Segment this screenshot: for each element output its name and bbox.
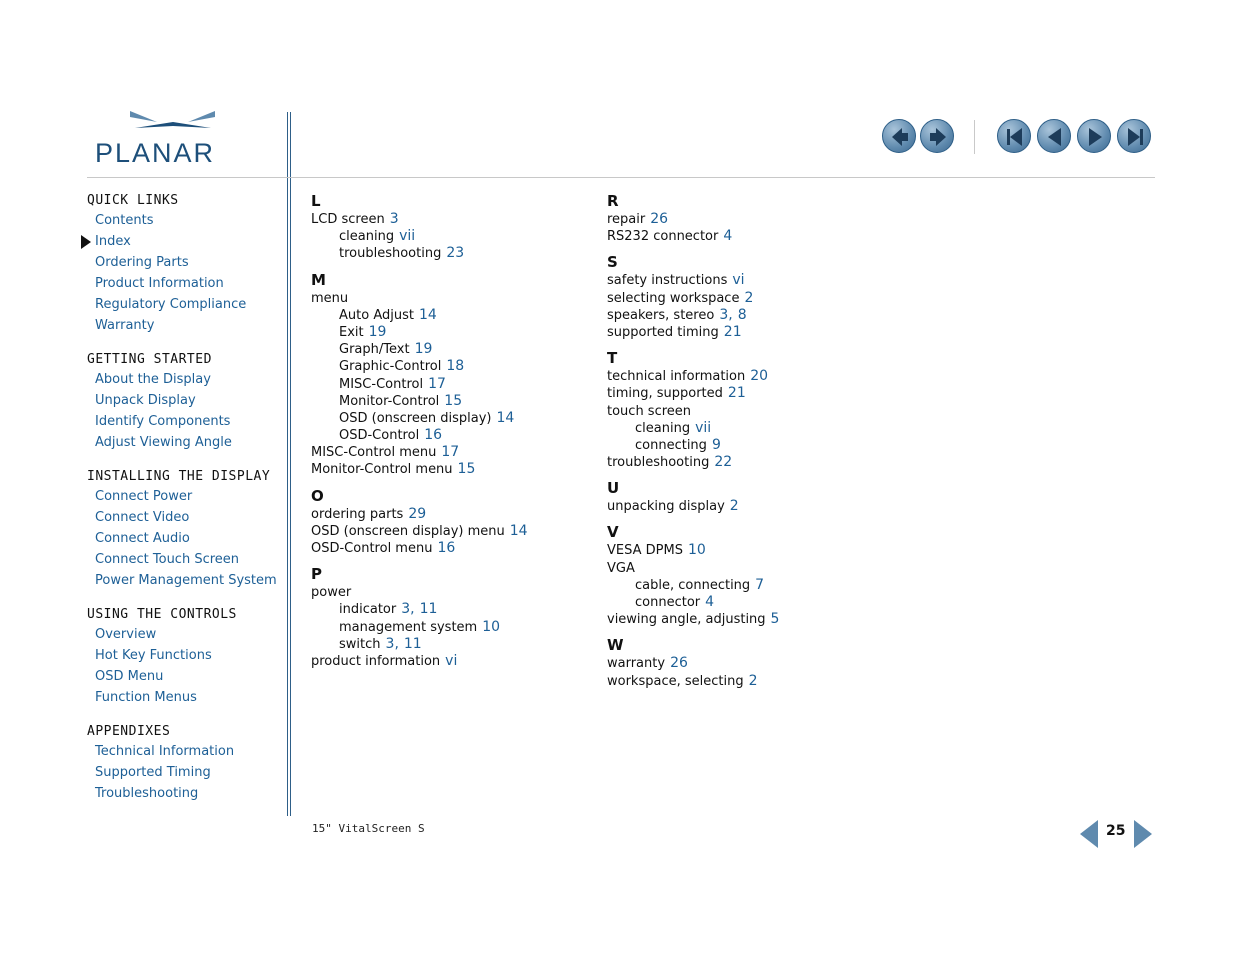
page-back-arrow-icon[interactable] bbox=[1080, 820, 1098, 848]
sidebar-link[interactable]: Connect Power bbox=[95, 489, 193, 504]
sidebar-section bbox=[87, 467, 282, 591]
index-term: selecting workspace bbox=[607, 290, 740, 306]
page-link[interactable]: 3 bbox=[389, 211, 399, 227]
index-term: troubleshooting bbox=[339, 246, 442, 262]
previous-page-icon bbox=[1038, 120, 1072, 154]
page-link[interactable]: 5 bbox=[770, 611, 780, 628]
index-letter-heading: S bbox=[607, 253, 618, 272]
page-link[interactable]: 15 bbox=[444, 392, 463, 409]
page-link[interactable]: 16 bbox=[437, 540, 456, 556]
next-page-button[interactable] bbox=[1077, 119, 1111, 153]
index-entry bbox=[607, 594, 779, 611]
page-link[interactable]: 9 bbox=[711, 436, 721, 453]
index-entry bbox=[311, 290, 528, 307]
index-term: unpacking display bbox=[607, 499, 725, 515]
index-term: cable, connecting bbox=[635, 577, 751, 593]
index-entry bbox=[607, 403, 779, 420]
index-term: VESA DPMS bbox=[607, 543, 683, 559]
sidebar-section-title: INSTALLING THE DISPLAY bbox=[87, 469, 271, 484]
page-link[interactable]: vi bbox=[732, 272, 745, 289]
planar-logo-mark bbox=[95, 108, 250, 138]
page-link[interactable]: 29 bbox=[408, 505, 427, 522]
index-entry bbox=[607, 324, 779, 341]
sidebar-section bbox=[87, 350, 282, 453]
index-term: RS232 connector bbox=[607, 229, 719, 245]
sidebar-link[interactable]: Index bbox=[87, 231, 282, 252]
next-page-icon bbox=[1078, 120, 1112, 154]
page-link[interactable]: 10 bbox=[482, 618, 501, 635]
index-column-left bbox=[311, 191, 528, 670]
sidebar-link[interactable]: Warranty bbox=[95, 318, 155, 333]
index-entry bbox=[607, 290, 779, 307]
page-link[interactable]: 3 bbox=[385, 635, 395, 652]
index-term: management system bbox=[339, 619, 478, 635]
index-term: OSD-Control bbox=[339, 428, 420, 444]
sidebar-link[interactable]: Adjust Viewing Angle bbox=[95, 435, 232, 450]
index-letter-heading: M bbox=[311, 270, 326, 289]
index-term: menu bbox=[311, 290, 349, 306]
index-term: Exit bbox=[339, 324, 364, 340]
sidebar-section-title: USING THE CONTROLS bbox=[87, 607, 237, 622]
sidebar-link[interactable]: Identify Components bbox=[95, 414, 231, 429]
sidebar-link[interactable]: Technical Information bbox=[95, 744, 235, 759]
page-number: 25 bbox=[1106, 823, 1126, 839]
page-link[interactable]: 26 bbox=[670, 655, 688, 672]
sidebar-link[interactable]: Connect Touch Screen bbox=[95, 552, 240, 567]
page-link[interactable]: 8 bbox=[737, 306, 747, 323]
arrow-right-icon bbox=[921, 120, 955, 154]
index-term: OSD-Control menu bbox=[311, 541, 433, 556]
sidebar-section bbox=[87, 191, 282, 336]
index-letter-heading: W bbox=[607, 636, 624, 655]
index-entry bbox=[607, 454, 779, 471]
sidebar-divider bbox=[287, 112, 288, 816]
page-link[interactable]: 15 bbox=[457, 461, 476, 478]
index-entry bbox=[311, 427, 528, 444]
index-term: OSD (onscreen display) menu bbox=[311, 523, 505, 539]
last-page-icon bbox=[1118, 120, 1152, 154]
index-entry bbox=[311, 444, 528, 461]
sidebar bbox=[87, 191, 282, 818]
index-entry bbox=[311, 341, 528, 358]
first-page-icon bbox=[998, 120, 1032, 154]
previous-page-button[interactable] bbox=[1037, 119, 1071, 153]
index-entry bbox=[607, 560, 779, 577]
page-separator: , bbox=[728, 306, 733, 323]
header-divider bbox=[87, 177, 1155, 178]
index-entry bbox=[607, 577, 779, 594]
page-link[interactable]: 11 bbox=[403, 635, 422, 652]
index-letter-heading: T bbox=[607, 349, 618, 368]
page-link[interactable]: 19 bbox=[368, 323, 387, 340]
page-link[interactable]: vi bbox=[445, 652, 458, 669]
nav-separator bbox=[974, 120, 975, 154]
page-link[interactable]: 2 bbox=[748, 672, 758, 689]
page-link[interactable]: 22 bbox=[714, 454, 733, 471]
sidebar-link[interactable]: Overview bbox=[95, 627, 157, 642]
index-entry bbox=[311, 619, 528, 636]
sidebar-link[interactable]: About the Display bbox=[95, 372, 211, 387]
page-link[interactable]: 7 bbox=[755, 576, 765, 593]
index-entry bbox=[607, 307, 779, 324]
index-term: ordering parts bbox=[311, 506, 404, 522]
index-term: product information bbox=[311, 653, 441, 669]
index-entry bbox=[607, 211, 779, 228]
page-link[interactable]: vii bbox=[399, 228, 416, 245]
index-term: Graphic-Control bbox=[339, 359, 442, 375]
index-term: OSD (onscreen display) bbox=[339, 410, 492, 426]
index-term: warranty bbox=[607, 656, 666, 672]
index-term: cleaning bbox=[635, 420, 691, 436]
sidebar-link[interactable]: OSD Menu bbox=[95, 669, 164, 684]
history-forward-button[interactable] bbox=[920, 119, 954, 153]
index-term: supported timing bbox=[607, 324, 719, 340]
sidebar-link[interactable]: Supported Timing bbox=[95, 765, 211, 780]
index-term: switch bbox=[339, 636, 381, 652]
page-link[interactable]: 21 bbox=[723, 323, 742, 340]
sidebar-link[interactable]: Power Management System bbox=[95, 573, 277, 588]
page-separator: , bbox=[410, 601, 415, 618]
index-term: Monitor-Control bbox=[339, 393, 440, 409]
sidebar-section-title: QUICK LINKS bbox=[87, 193, 179, 208]
page-link[interactable]: 17 bbox=[441, 444, 460, 461]
history-back-button[interactable] bbox=[882, 119, 916, 153]
sidebar-link[interactable]: Unpack Display bbox=[95, 393, 196, 408]
index-term: indicator bbox=[339, 602, 397, 618]
index-letter-heading: R bbox=[607, 192, 619, 210]
index-entry bbox=[311, 245, 528, 262]
index-entry bbox=[607, 420, 779, 437]
index-entry bbox=[311, 461, 528, 478]
index-term: Graph/Text bbox=[339, 342, 410, 358]
first-page-button[interactable] bbox=[997, 119, 1031, 153]
page-link[interactable]: 2 bbox=[729, 498, 739, 515]
index-term: MISC-Control bbox=[339, 376, 424, 392]
sidebar-section bbox=[87, 605, 282, 708]
index-entry bbox=[311, 228, 528, 245]
index-entry bbox=[311, 358, 528, 375]
index-letter-heading: P bbox=[311, 565, 322, 584]
index-entry bbox=[607, 228, 779, 245]
index-letter-heading: O bbox=[311, 486, 324, 505]
index-term: viewing angle, adjusting bbox=[607, 612, 766, 628]
index-term: timing, supported bbox=[607, 386, 723, 402]
index-entry bbox=[311, 540, 528, 557]
index-entry bbox=[607, 385, 779, 402]
index-entry bbox=[311, 506, 528, 523]
index-term: speakers, stereo bbox=[607, 307, 715, 323]
sidebar-link[interactable]: Ordering Parts bbox=[95, 255, 189, 270]
page-forward-arrow-icon[interactable] bbox=[1134, 820, 1152, 848]
index-entry bbox=[311, 410, 528, 427]
page-link[interactable]: 4 bbox=[705, 594, 715, 610]
index-entry bbox=[311, 584, 528, 601]
sidebar-link[interactable]: Connect Audio bbox=[95, 531, 190, 546]
index-entry bbox=[311, 211, 528, 228]
page-link[interactable]: 14 bbox=[509, 522, 528, 539]
index-entry bbox=[607, 655, 779, 672]
page-link[interactable]: 10 bbox=[687, 542, 706, 559]
page-link[interactable]: 14 bbox=[496, 409, 515, 426]
index-term: technical information bbox=[607, 369, 746, 385]
planar-logo bbox=[95, 108, 250, 168]
page-link[interactable]: 23 bbox=[446, 245, 465, 262]
index-entry bbox=[607, 498, 779, 515]
index-term: Auto Adjust bbox=[339, 307, 414, 323]
arrow-left-icon bbox=[883, 120, 917, 154]
index-entry bbox=[607, 368, 779, 385]
index-term: workspace, selecting bbox=[607, 673, 744, 689]
index-term: connector bbox=[635, 595, 701, 610]
index-entry bbox=[311, 376, 528, 393]
index-term: touch screen bbox=[607, 403, 692, 419]
index-entry bbox=[311, 393, 528, 410]
page-link[interactable]: 2 bbox=[744, 289, 754, 306]
index-entry bbox=[607, 611, 779, 628]
sidebar-section-title: APPENDIXES bbox=[87, 724, 171, 739]
last-page-button[interactable] bbox=[1117, 119, 1151, 153]
index-entry bbox=[607, 272, 779, 289]
index-term: repair bbox=[607, 212, 646, 227]
page-link[interactable]: 21 bbox=[727, 385, 746, 402]
page-link[interactable]: 26 bbox=[650, 211, 669, 227]
sidebar-link[interactable]: Connect Video bbox=[95, 510, 190, 525]
page-link[interactable]: 17 bbox=[428, 375, 446, 392]
page-separator: , bbox=[394, 635, 399, 652]
sidebar-link[interactable]: Product Information bbox=[95, 276, 224, 291]
page-link[interactable]: 4 bbox=[723, 228, 733, 245]
sidebar-link[interactable]: Hot Key Functions bbox=[95, 648, 212, 663]
index-term: power bbox=[311, 585, 352, 601]
index-letter-heading: U bbox=[607, 479, 620, 498]
sidebar-link[interactable]: Troubleshooting bbox=[95, 786, 199, 801]
page-link[interactable]: 20 bbox=[750, 368, 769, 385]
index-term: MISC-Control menu bbox=[311, 445, 437, 461]
footer-product-name: 15" VitalScreen S bbox=[312, 822, 425, 835]
sidebar-link[interactable]: Contents bbox=[95, 213, 154, 228]
index-entry bbox=[311, 636, 528, 653]
index-term: cleaning bbox=[339, 229, 395, 245]
index-entry bbox=[311, 324, 528, 341]
index-entry bbox=[607, 673, 779, 690]
sidebar-link[interactable]: Function Menus bbox=[95, 690, 197, 705]
page-link[interactable]: 11 bbox=[419, 601, 438, 618]
index-letter-heading: V bbox=[607, 523, 619, 542]
sidebar-section bbox=[87, 722, 282, 804]
page-link[interactable]: 16 bbox=[424, 427, 443, 444]
page-link[interactable]: 14 bbox=[418, 306, 437, 323]
sidebar-section-title: GETTING STARTED bbox=[87, 352, 212, 367]
page-link[interactable]: 3 bbox=[719, 306, 729, 323]
index-term: connecting bbox=[635, 437, 707, 453]
index-entry bbox=[311, 307, 528, 324]
index-entry bbox=[607, 437, 779, 454]
index-term: LCD screen bbox=[311, 212, 385, 227]
sidebar-link[interactable]: Regulatory Compliance bbox=[95, 297, 247, 312]
index-term: troubleshooting bbox=[607, 455, 710, 471]
index-term: Monitor-Control menu bbox=[311, 462, 453, 478]
page-link[interactable]: 18 bbox=[446, 358, 465, 375]
index-entry bbox=[311, 601, 528, 618]
page-link[interactable]: 19 bbox=[414, 341, 433, 358]
index-entry bbox=[607, 542, 779, 559]
index-entry bbox=[311, 523, 528, 540]
index-term: VGA bbox=[607, 560, 635, 576]
brand-name: PLANAR bbox=[95, 138, 216, 168]
sidebar-divider-inner bbox=[290, 112, 291, 816]
index-entry bbox=[311, 653, 528, 670]
index-letter-heading: L bbox=[311, 192, 321, 210]
page-link[interactable]: vii bbox=[695, 419, 712, 436]
page-link[interactable]: 3 bbox=[401, 601, 411, 618]
index-column-right bbox=[607, 191, 779, 690]
index-term: safety instructions bbox=[607, 273, 728, 289]
